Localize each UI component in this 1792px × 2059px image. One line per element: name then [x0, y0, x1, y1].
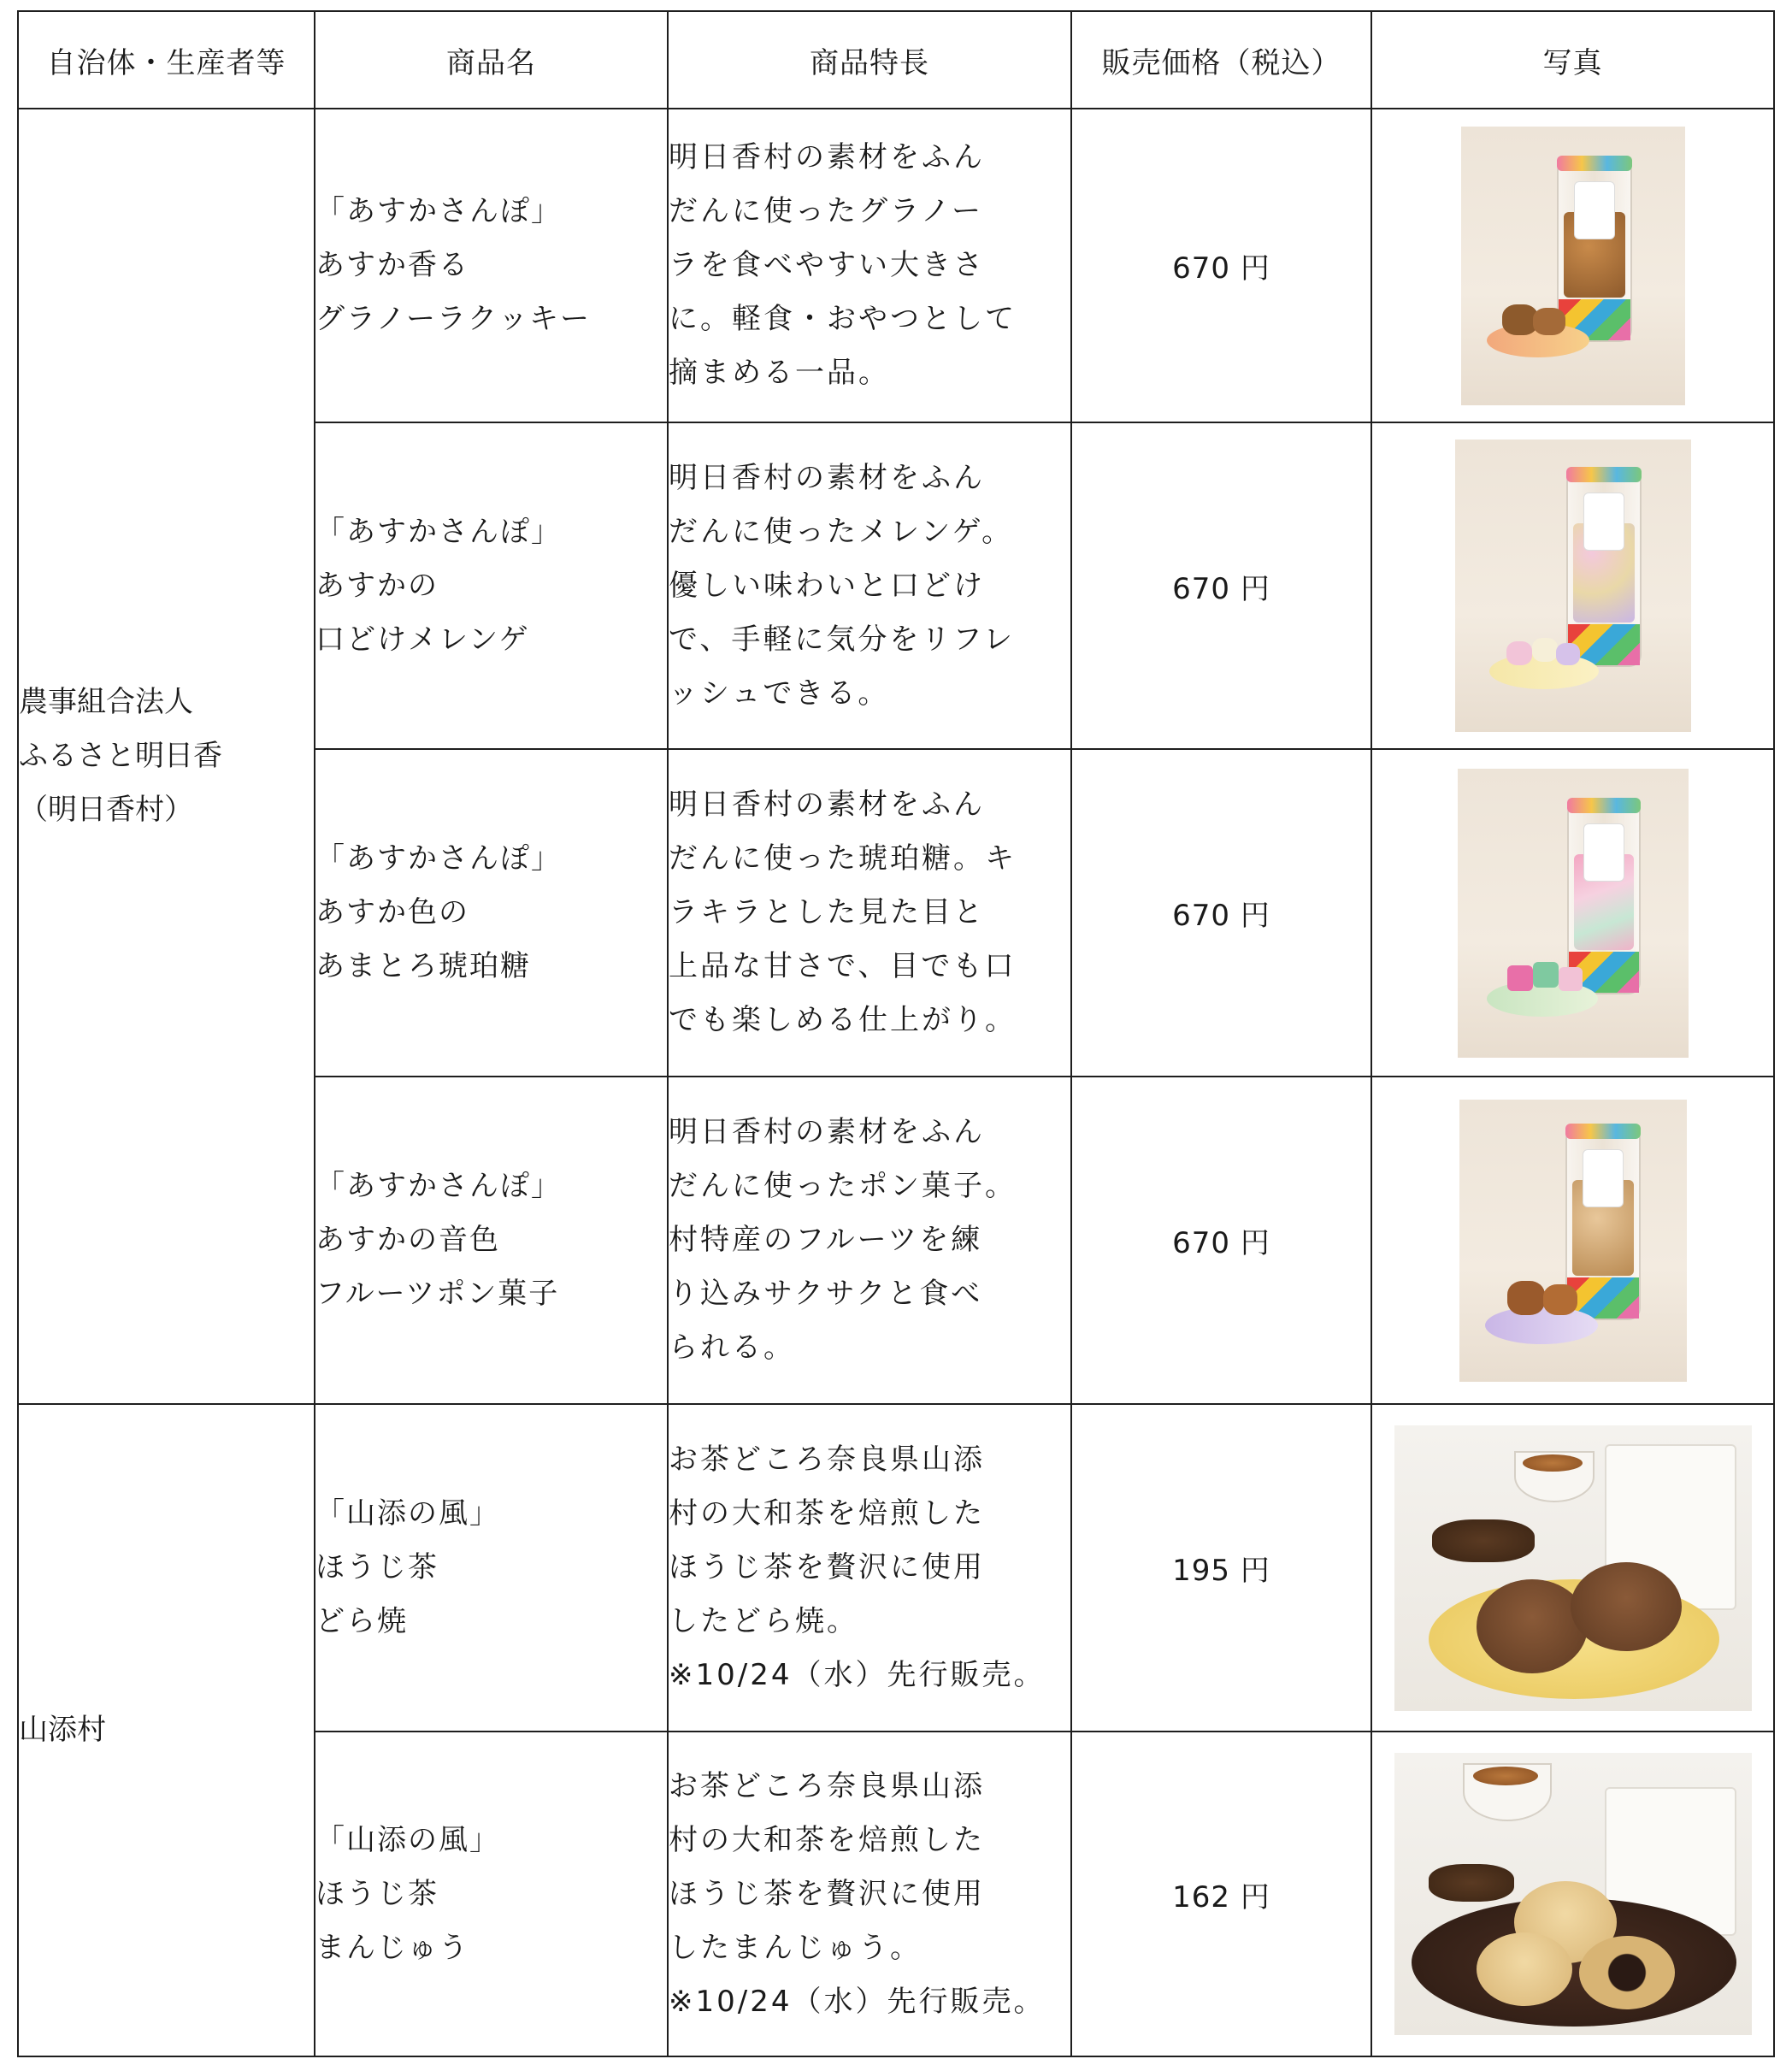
header-features: 商品特長: [668, 11, 1071, 109]
kohakuto-jar-photo: [1458, 769, 1689, 1058]
table-row: [18, 1404, 1774, 1732]
feature-line: だんに使った琥珀糖。キ: [669, 841, 1017, 876]
photo-cell: [1371, 1077, 1774, 1404]
feature-line: お茶どころ奈良県山添: [669, 1768, 985, 1803]
feature-line: で、手軽に気分をリフレ: [669, 622, 1015, 657]
feature-line: 上品な甘さで、目でも口: [669, 949, 1017, 983]
feature-line: 明日香村の素材をふん: [669, 140, 985, 174]
product-name-cell: [315, 1732, 668, 2056]
granola-cookie-jar-photo: [1461, 127, 1685, 405]
org-cell: [18, 1404, 315, 2056]
price-cell: 670 円: [1071, 109, 1371, 422]
product-name-line: グラノーラクッキー: [315, 302, 591, 336]
feature-line: したどら焼。: [669, 1604, 858, 1638]
product-name-line: 「あすかさんぽ」: [315, 194, 562, 228]
feature-line: に。軽食・おやつとして: [669, 302, 1017, 336]
photo-cell: [1371, 109, 1774, 422]
org-cell: [18, 109, 315, 1404]
product-name-cell: [315, 749, 668, 1077]
meringue-jar-photo: [1455, 440, 1691, 732]
feature-line: 村特産のフルーツを練: [669, 1223, 983, 1257]
price-cell: 162 円: [1071, 1732, 1371, 2056]
header-price: 販売価格（税込）: [1071, 11, 1371, 109]
product-table: [17, 10, 1775, 2057]
feature-line: り込みサクサクと食べ: [669, 1277, 983, 1311]
feature-line: ッシュできる。: [669, 676, 890, 711]
product-name-line: 「山添の風」: [315, 1822, 500, 1857]
header-product-name: 商品名: [315, 11, 668, 109]
product-name-line: 「あすかさんぽ」: [315, 1169, 562, 1203]
photo-cell: [1371, 749, 1774, 1077]
feature-line: でも楽しめる仕上がり。: [669, 1003, 1017, 1037]
product-name-line: ほうじ茶: [315, 1550, 439, 1584]
feature-cell: [668, 1404, 1071, 1732]
price-cell: 670 円: [1071, 1077, 1371, 1404]
feature-line: 摘まめる一品。: [669, 356, 890, 390]
feature-line: だんに使ったメレンゲ。: [669, 514, 1014, 549]
price-cell: 195 円: [1071, 1404, 1371, 1732]
product-name-line: どら焼: [315, 1604, 408, 1638]
product-name-line: あすか色の: [315, 895, 469, 929]
feature-line: ラを食べやすい大きさ: [669, 248, 985, 282]
price-cell: 670 円: [1071, 749, 1371, 1077]
product-name-line: まんじゅう: [315, 1930, 469, 1965]
price-cell: 670 円: [1071, 422, 1371, 749]
feature-line: したまんじゅう。: [669, 1930, 922, 1965]
org-line: ふるさと明日香: [19, 739, 222, 773]
feature-line: だんに使ったポン菓子。: [669, 1169, 1017, 1203]
product-name-line: あまとろ琥珀糖: [315, 949, 531, 983]
feature-cell: [668, 1732, 1071, 2056]
table-row: [18, 109, 1774, 422]
feature-line: 村の大和茶を焙煎した: [669, 1822, 985, 1857]
table-header-row: [18, 11, 1774, 109]
product-name-cell: [315, 1404, 668, 1732]
feature-line: 村の大和茶を焙煎した: [669, 1496, 985, 1531]
product-name-cell: [315, 109, 668, 422]
header-org: 自治体・生産者等: [18, 11, 315, 109]
product-name-line: 「あすかさんぽ」: [315, 841, 562, 876]
product-name-line: あすか香る: [315, 248, 469, 282]
feature-line: ほうじ茶を贅沢に使用: [669, 1876, 985, 1911]
product-name-line: あすかの: [315, 568, 439, 603]
feature-line: 優しい味わいと口どけ: [669, 568, 985, 603]
photo-cell: [1371, 1732, 1774, 2056]
feature-line: 明日香村の素材をふん: [669, 460, 985, 495]
header-photo: 写真: [1371, 11, 1774, 109]
org-line: 農事組合法人: [19, 685, 193, 719]
feature-cell: [668, 1077, 1071, 1404]
product-name-line: あすかの音色: [315, 1223, 500, 1257]
feature-line: ※10/24（水）先行販売。: [669, 1658, 1046, 1692]
org-line: 山添村: [19, 1713, 106, 1747]
feature-line: ラキラとした見た目と: [669, 895, 985, 929]
feature-line: 明日香村の素材をふん: [669, 1115, 985, 1149]
feature-line: ※10/24（水）先行販売。: [669, 1984, 1046, 2019]
product-name-line: ほうじ茶: [315, 1876, 439, 1911]
manju-photo: [1394, 1753, 1752, 2035]
photo-cell: [1371, 422, 1774, 749]
feature-line: 明日香村の素材をふん: [669, 788, 985, 822]
product-name-cell: [315, 1077, 668, 1404]
feature-line: られる。: [669, 1330, 795, 1365]
dorayaki-photo: [1394, 1425, 1752, 1711]
product-name-line: 「あすかさんぽ」: [315, 514, 562, 549]
feature-cell: [668, 109, 1071, 422]
product-name-line: フルーツポン菓子: [315, 1277, 560, 1311]
feature-line: だんに使ったグラノー: [669, 194, 983, 228]
feature-line: お茶どころ奈良県山添: [669, 1442, 985, 1477]
feature-line: ほうじ茶を贅沢に使用: [669, 1550, 985, 1584]
feature-cell: [668, 749, 1071, 1077]
product-name-line: 「山添の風」: [315, 1496, 500, 1531]
product-name-cell: [315, 422, 668, 749]
product-name-line: 口どけメレンゲ: [315, 622, 530, 657]
photo-cell: [1371, 1404, 1774, 1732]
feature-cell: [668, 422, 1071, 749]
org-line: （明日香村）: [19, 793, 193, 827]
puffed-rice-jar-photo: [1459, 1100, 1687, 1382]
